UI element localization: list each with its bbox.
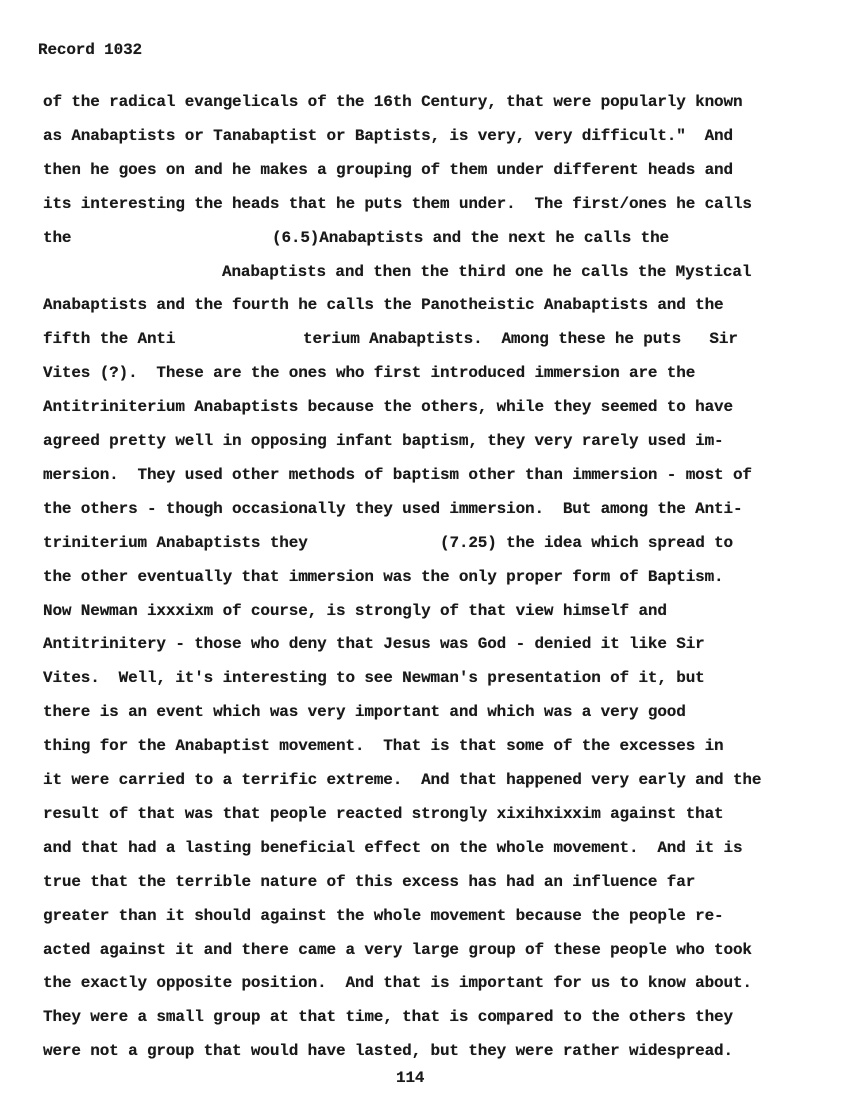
text-line: (6.5)Anabaptists and the next he calls the	[272, 228, 669, 247]
text-line: the other eventually that immersion was the only proper form of Baptism.	[43, 567, 724, 586]
text-line: mersion. They used other methods of baptism other than immersion - most of	[43, 465, 752, 484]
text-line: (7.25) the idea which spread to	[440, 533, 733, 552]
text-line: acted against it and there came a very large group of these people who took	[43, 940, 752, 959]
text-line: the	[43, 228, 72, 247]
text-line: Anabaptists and the fourth he calls the Panotheistic Anabaptists and the	[43, 296, 724, 315]
text-line: They were a small group at that time, that is compared to the others they	[43, 1008, 733, 1027]
text-line: its interesting the heads that he puts them under. The first/ones he calls	[43, 194, 752, 213]
text-line: true that the terrible nature of this excess has had an influence far	[43, 872, 696, 891]
text-line: the exactly opposite position. And that is important for us to know about.	[43, 974, 752, 993]
text-line: agreed pretty well in opposing infant baptism, they very rarely used im-	[43, 432, 724, 450]
text-line: were not a group that would have lasted, but they were rather widespread.	[43, 1042, 733, 1061]
text-line: it were carried to a terrific extreme. And that happened very early and the	[43, 771, 762, 789]
text-line: the others - though occasionally they used immersion. But among the Anti-	[43, 499, 743, 518]
text-line: Antitriniterium Anabaptists because the others, while they seemed to have	[43, 398, 733, 417]
record-header: Record 1032	[38, 41, 142, 59]
text-line: result of that was that people reacted strongly xixihxixxim against that	[43, 804, 724, 823]
text-line: terium Anabaptists. Among these he puts Sir	[303, 330, 738, 349]
text-line: triniterium Anabaptists they	[43, 533, 308, 552]
text-line: Vites (?). These are the ones who first introduced immersion are the	[43, 364, 696, 383]
text-line: fifth the Anti	[43, 330, 176, 349]
text-line: greater than it should against the whole movement because the people re-	[43, 906, 724, 925]
text-line: Vites. Well, it's interesting to see Newman's presentation of it, but	[43, 669, 705, 688]
text-line: of the radical evangelicals of the 16th Century, that were popularly known	[43, 93, 743, 111]
text-line: thing for the Anabaptist movement. That is that some of the excesses in	[43, 737, 724, 756]
text-line: Now Newman ixxxixm of course, is strongly of that view himself and	[43, 601, 667, 620]
text-line: there is an event which was very important and which was a very good	[43, 703, 686, 722]
text-line: as Anabaptists or Tanabaptist or Baptists, is very, very difficult." And	[43, 126, 733, 145]
page-number: 114	[396, 1069, 425, 1087]
text-line: Anabaptists and then the third one he calls the Mystical	[222, 262, 752, 281]
text-line: and that had a lasting beneficial effect on the whole movement. And it is	[43, 838, 743, 857]
text-line: then he goes on and he makes a grouping of them under different heads and	[43, 160, 733, 179]
text-line: Antitrinitery - those who deny that Jesus was God - denied it like Sir	[43, 635, 705, 654]
